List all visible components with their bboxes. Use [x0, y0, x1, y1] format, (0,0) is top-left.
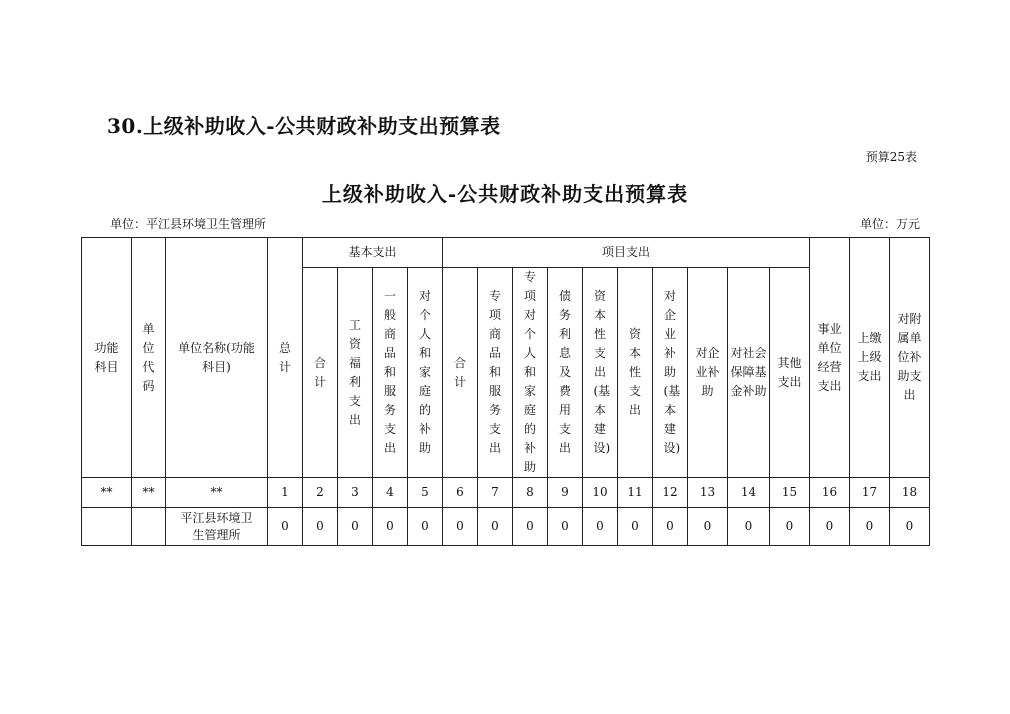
value-cell: 0 — [373, 508, 408, 546]
currency-unit-label: 单位：万元 — [859, 217, 920, 231]
value-cell: 0 — [338, 508, 373, 546]
value-cell: 0 — [408, 508, 443, 546]
header-capital: 资本性支出 — [618, 268, 653, 478]
value-cell: 0 — [653, 508, 688, 546]
index-cell: 7 — [478, 478, 513, 508]
header-project-goods-services: 专项商品和服务支出 — [478, 268, 513, 478]
value-cell: 0 — [443, 508, 478, 546]
value-cell: 0 — [688, 508, 728, 546]
cell-functional-subject — [82, 508, 132, 546]
header-capital-construction: 资本性支出(基本建设) — [583, 268, 618, 478]
header-debt-interest: 债务利息及费用支出 — [548, 268, 583, 478]
header-basic-subtotal: 合计 — [303, 268, 338, 478]
header-project-expenditure: 项目支出 — [443, 238, 810, 268]
header-enterprise-subsidy-construction: 对企业补助(基本建设) — [653, 268, 688, 478]
header-unit-code: 单位代码 — [132, 238, 166, 478]
budget-table-container — [81, 237, 930, 546]
value-cell: 0 — [728, 508, 770, 546]
value-cell: 0 — [548, 508, 583, 546]
header-basic-expenditure: 基本支出 — [303, 238, 443, 268]
index-cell: 18 — [890, 478, 930, 508]
header-subsidy-to-affiliates: 对附属单位补助支出 — [890, 238, 930, 478]
index-cell: 11 — [618, 478, 653, 508]
header-functional-subject: 功能科目 — [82, 238, 132, 478]
header-social-security-fund: 对社会保障基金补助 — [728, 268, 770, 478]
header-basic-subsidies-individuals: 对个人和家庭的补助 — [408, 268, 443, 478]
index-row — [82, 478, 930, 508]
table-row — [82, 508, 930, 546]
index-cell: ** — [132, 478, 166, 508]
value-cell: 0 — [478, 508, 513, 546]
index-cell: 9 — [548, 478, 583, 508]
value-cell: 0 — [618, 508, 653, 546]
header-row-top — [82, 238, 930, 268]
value-cell: 0 — [513, 508, 548, 546]
header-project-subsidies-individuals: 专项对个人和家庭的补助 — [513, 268, 548, 478]
index-cell: 12 — [653, 478, 688, 508]
cell-unit-name: 平江县环境卫生管理所 — [166, 508, 268, 546]
index-cell: 17 — [850, 478, 890, 508]
value-cell: 0 — [583, 508, 618, 546]
header-enterprise-subsidy: 对企业补助 — [688, 268, 728, 478]
value-cell: 0 — [303, 508, 338, 546]
cell-unit-code — [132, 508, 166, 546]
header-business-operation: 事业单位经营支出 — [810, 238, 850, 478]
index-cell: 13 — [688, 478, 728, 508]
index-cell: 16 — [810, 478, 850, 508]
index-cell: 14 — [728, 478, 770, 508]
form-number: 预算25表 — [865, 150, 917, 164]
header-basic-goods-services: 一般商品和服务支出 — [373, 268, 408, 478]
header-other: 其他支出 — [770, 268, 810, 478]
unit-label: 单位：平江县环境卫生管理所 — [110, 217, 267, 231]
page-heading: 30.上级补助收入-公共财政补助支出预算表 — [107, 114, 501, 138]
index-cell: 3 — [338, 478, 373, 508]
value-cell: 0 — [890, 508, 930, 546]
budget-table — [81, 237, 930, 546]
value-cell: 0 — [770, 508, 810, 546]
index-cell: ** — [166, 478, 268, 508]
index-cell: 4 — [373, 478, 408, 508]
index-cell: 5 — [408, 478, 443, 508]
index-cell: 10 — [583, 478, 618, 508]
index-cell: 1 — [268, 478, 303, 508]
header-project-subtotal: 合计 — [443, 268, 478, 478]
header-payment-to-superior: 上缴上级支出 — [850, 238, 890, 478]
index-cell: ** — [82, 478, 132, 508]
index-cell: 8 — [513, 478, 548, 508]
header-wages-welfare: 工资福利支出 — [338, 268, 373, 478]
value-cell: 0 — [268, 508, 303, 546]
header-unit-name: 单位名称(功能科目) — [166, 238, 268, 478]
header-total: 总计 — [268, 238, 303, 478]
index-cell: 2 — [303, 478, 338, 508]
table-title: 上级补助收入-公共财政补助支出预算表 — [321, 182, 689, 206]
value-cell: 0 — [810, 508, 850, 546]
index-cell: 15 — [770, 478, 810, 508]
value-cell: 0 — [850, 508, 890, 546]
index-cell: 6 — [443, 478, 478, 508]
